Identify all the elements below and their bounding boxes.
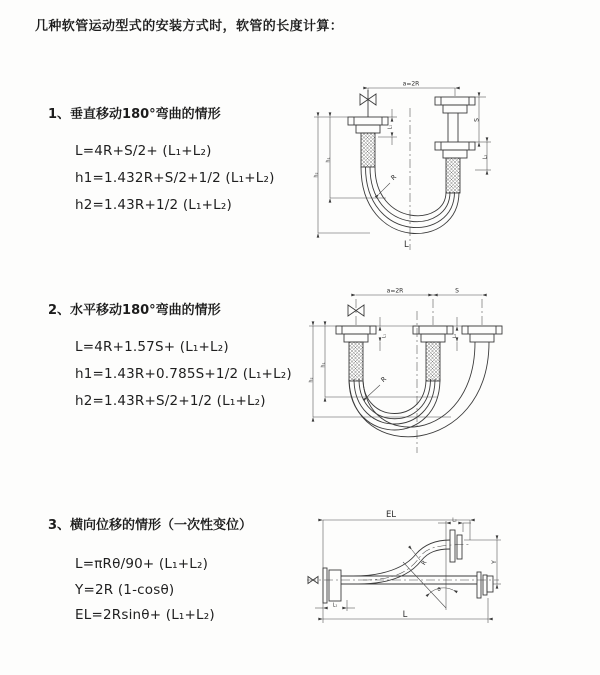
section-3-heading: 3、横向位移的情形（一次性变位） bbox=[48, 518, 253, 533]
dim-s-label: S bbox=[455, 287, 459, 295]
s-curve-hose bbox=[353, 540, 450, 584]
valve-icon bbox=[360, 90, 376, 117]
dim-h1-label: h₁ bbox=[325, 157, 332, 163]
middle-connector bbox=[413, 326, 453, 381]
angle-theta bbox=[403, 562, 453, 608]
left-connector bbox=[336, 326, 376, 381]
section-2-formulas bbox=[75, 334, 292, 415]
u-hose-arcs-position1 bbox=[349, 379, 440, 430]
dimension-l1 bbox=[380, 317, 387, 351]
dim-s-label: S bbox=[473, 118, 481, 122]
radius-label: R bbox=[389, 173, 399, 183]
radius-label: R bbox=[379, 375, 389, 385]
formula-line: h2=1.43R+S/2+1/2 (L₁+L₂) bbox=[75, 393, 266, 409]
right-connector-upper bbox=[450, 530, 462, 562]
formula-line: h1=1.43R+0.785S+1/2 (L₁+L₂) bbox=[75, 366, 292, 382]
centerline bbox=[356, 299, 482, 453]
section-3 bbox=[48, 518, 252, 629]
dim-el-label: EL bbox=[385, 510, 397, 520]
dimension-l2 bbox=[475, 142, 491, 170]
diagram-lateral-displacement bbox=[303, 492, 593, 642]
left-connector bbox=[308, 568, 341, 603]
radius-label: R bbox=[420, 559, 429, 567]
section-1-heading: 1、垂直移动180°弯曲的情形 bbox=[48, 107, 221, 122]
section-3-formulas bbox=[75, 552, 252, 629]
dimension-s bbox=[474, 97, 492, 142]
radius-leader bbox=[379, 173, 398, 194]
dimension-l1 bbox=[378, 109, 397, 145]
formula-line: h2=1.43R+1/2 (L₁+L₂) bbox=[75, 197, 232, 213]
dim-l1-label: L₁ bbox=[332, 603, 338, 609]
formula-line: L=4R+1.57S+ (L₁+L₂) bbox=[75, 339, 229, 355]
dimension-s bbox=[433, 288, 482, 296]
diagram-horizontal-180-bend bbox=[303, 281, 593, 471]
dim-l-label: L bbox=[402, 610, 408, 620]
angle-label: θ bbox=[437, 587, 441, 593]
horizontal-bend-drawing bbox=[303, 281, 593, 471]
dimension-l2 bbox=[452, 317, 457, 351]
left-connector bbox=[348, 117, 388, 167]
formula-line: L=πRθ/90+ (L₁+L₂) bbox=[75, 556, 209, 572]
section-2-heading: 2、水平移动180°弯曲的情形 bbox=[48, 303, 221, 318]
right-connector-positions bbox=[435, 97, 475, 193]
dim-l1-label: L₁ bbox=[381, 333, 387, 339]
dimension-h1 bbox=[321, 326, 439, 397]
dimension-l bbox=[323, 598, 488, 623]
formula-line: h1=1.432R+S/2+1/2 (L₁+L₂) bbox=[75, 170, 275, 186]
formula-line: EL=2Rsinθ+ (L₁+L₂) bbox=[75, 607, 215, 623]
dimension-y bbox=[464, 540, 501, 584]
dimension-el bbox=[323, 510, 470, 623]
section-1 bbox=[48, 107, 275, 219]
dim-l2-label: L₂ bbox=[452, 333, 457, 339]
right-connector bbox=[462, 326, 502, 342]
dim-l1-label: L₁ bbox=[388, 124, 394, 130]
dim-l2-label: L₂ bbox=[452, 518, 457, 524]
radius-leader bbox=[412, 550, 428, 567]
lateral-displacement-drawing bbox=[303, 492, 593, 642]
page-title: 几种软管运动型式的安装方式时，软管的长度计算： bbox=[35, 19, 344, 34]
section-2 bbox=[48, 303, 292, 415]
dim-h2-label: h₂ bbox=[308, 377, 315, 383]
section-1-formulas bbox=[75, 138, 275, 219]
dim-y-label: Y bbox=[491, 560, 498, 564]
diagram-vertical-180-bend bbox=[308, 78, 528, 253]
dim-a2r-label: a=2R bbox=[402, 80, 420, 88]
length-label: L bbox=[404, 240, 409, 250]
dim-h2-label: h₂ bbox=[313, 172, 320, 178]
dimension-a2r bbox=[368, 81, 455, 97]
formula-line: L=4R+S/2+ (L₁+L₂) bbox=[75, 143, 212, 159]
dimension-l1 bbox=[315, 600, 355, 611]
dimension-a2r bbox=[356, 288, 433, 296]
right-connector-lower bbox=[477, 572, 493, 598]
dim-a2r-label: a=2R bbox=[386, 287, 404, 295]
dim-l2-label: L₂ bbox=[483, 154, 489, 160]
dim-h1-label: h₁ bbox=[320, 362, 327, 368]
radius-leader bbox=[367, 375, 388, 397]
formula-line: Y=2R (1-cosθ) bbox=[75, 581, 175, 598]
vertical-bend-drawing bbox=[308, 78, 528, 253]
